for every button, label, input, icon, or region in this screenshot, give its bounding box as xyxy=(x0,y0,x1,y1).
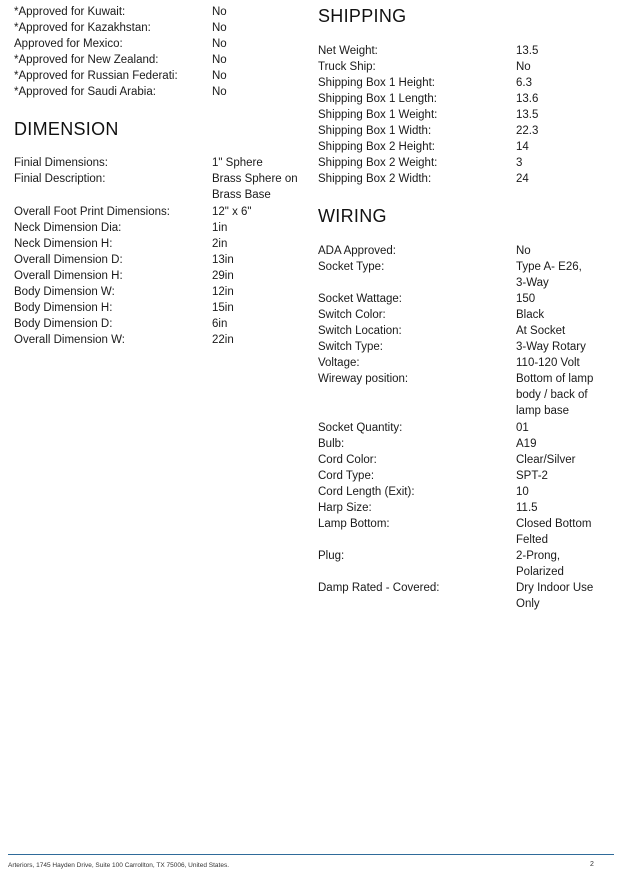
spec-value: No xyxy=(516,245,531,257)
spec-value: Clear/Silver xyxy=(516,454,576,466)
spec-value: 13.6 xyxy=(516,93,539,105)
spec-value: Bottom of lamp body / back of lamp base xyxy=(516,373,594,417)
spec-value: 13.5 xyxy=(516,109,539,121)
section-heading-shipping: SHIPPING xyxy=(318,6,407,26)
spec-value: 15in xyxy=(212,302,234,314)
spec-value: 24 xyxy=(516,173,529,185)
spec-label: Lamp Bottom: xyxy=(318,518,390,530)
spec-label: Overall Dimension W: xyxy=(14,334,125,346)
spec-value: 22.3 xyxy=(516,125,539,137)
spec-value: No xyxy=(516,61,531,73)
spec-label: Shipping Box 2 Width: xyxy=(318,173,432,185)
spec-label: Finial Dimensions: xyxy=(14,157,108,169)
spec-value: 1in xyxy=(212,222,228,234)
spec-value: Black xyxy=(516,309,545,321)
spec-value: Brass Sphere on Brass Base xyxy=(212,173,298,201)
spec-label: Approved for Mexico: xyxy=(14,38,123,50)
spec-value: 29in xyxy=(212,270,234,282)
spec-label: *Approved for Saudi Arabia: xyxy=(14,86,156,98)
spec-label: Body Dimension H: xyxy=(14,302,113,314)
spec-value: 12in xyxy=(212,286,234,298)
spec-value: 11.5 xyxy=(516,502,538,514)
spec-label: Shipping Box 1 Width: xyxy=(318,125,432,137)
spec-value: No xyxy=(212,38,227,50)
spec-label: *Approved for New Zealand: xyxy=(14,54,159,66)
spec-label: Overall Dimension D: xyxy=(14,254,123,266)
spec-value: 6.3 xyxy=(516,77,532,89)
spec-label: *Approved for Kazakhstan: xyxy=(14,22,151,34)
spec-value: No xyxy=(212,54,227,66)
footer-address: Arteriors, 1745 Hayden Drive, Suite 100 Carrollton, TX 75006, United States. xyxy=(8,862,229,869)
spec-value: 6in xyxy=(212,318,228,330)
spec-label: Cord Length (Exit): xyxy=(318,486,415,498)
spec-value: 110-120 Volt xyxy=(516,357,580,369)
spec-label: Harp Size: xyxy=(318,502,372,514)
spec-value: 1" Sphere xyxy=(212,157,263,169)
spec-value: 13in xyxy=(212,254,234,266)
spec-value: 2in xyxy=(212,238,228,250)
spec-label: *Approved for Russian Federati: xyxy=(14,70,178,82)
spec-value: 12" x 6" xyxy=(212,206,252,218)
spec-label: Plug: xyxy=(318,550,345,562)
spec-value: 3 xyxy=(516,157,523,169)
spec-label: Shipping Box 2 Height: xyxy=(318,141,435,153)
section-heading-wiring: WIRING xyxy=(318,206,387,226)
spec-value: No xyxy=(212,86,227,98)
spec-label: Switch Type: xyxy=(318,341,383,353)
spec-label: Bulb: xyxy=(318,438,345,450)
spec-value: Type A- E26, 3-Way xyxy=(516,261,582,289)
spec-label: Shipping Box 1 Height: xyxy=(318,77,435,89)
spec-value: 01 xyxy=(516,422,529,434)
spec-label: Shipping Box 1 Weight: xyxy=(318,109,438,121)
spec-label: Damp Rated - Covered: xyxy=(318,582,440,594)
spec-value: 10 xyxy=(516,486,529,498)
spec-label: Socket Quantity: xyxy=(318,422,403,434)
spec-label: Shipping Box 2 Weight: xyxy=(318,157,438,169)
spec-label: Shipping Box 1 Length: xyxy=(318,93,437,105)
spec-value: At Socket xyxy=(516,325,566,337)
section-heading-dimension: DIMENSION xyxy=(14,119,119,139)
spec-label: Neck Dimension Dia: xyxy=(14,222,122,234)
spec-value: 3-Way Rotary xyxy=(516,341,586,353)
spec-value: A19 xyxy=(516,438,537,450)
spec-label: *Approved for Kuwait: xyxy=(14,6,126,18)
spec-label: Body Dimension W: xyxy=(14,286,115,298)
page-number: 2 xyxy=(590,861,594,868)
spec-label: Body Dimension D: xyxy=(14,318,113,330)
spec-label: Voltage: xyxy=(318,357,360,369)
spec-label: Overall Foot Print Dimensions: xyxy=(14,206,170,218)
spec-label: ADA Approved: xyxy=(318,245,396,257)
spec-label: Socket Type: xyxy=(318,261,385,273)
spec-value: 150 xyxy=(516,293,536,305)
footer-divider xyxy=(8,854,614,855)
spec-label: Socket Wattage: xyxy=(318,293,402,305)
spec-label: Switch Color: xyxy=(318,309,386,321)
spec-value: 14 xyxy=(516,141,529,153)
spec-label: Neck Dimension H: xyxy=(14,238,113,250)
spec-label: Net Weight: xyxy=(318,45,378,57)
spec-label: Finial Description: xyxy=(14,173,106,185)
spec-value: Closed Bottom Felted xyxy=(516,518,592,546)
spec-label: Switch Location: xyxy=(318,325,402,337)
spec-value: Dry Indoor Use Only xyxy=(516,582,594,610)
spec-label: Truck Ship: xyxy=(318,61,376,73)
spec-value: No xyxy=(212,70,227,82)
spec-value: SPT-2 xyxy=(516,470,548,482)
spec-value: 2-Prong, Polarized xyxy=(516,550,564,578)
spec-value: No xyxy=(212,22,227,34)
spec-value: 13.5 xyxy=(516,45,539,57)
spec-label: Wireway position: xyxy=(318,373,409,385)
spec-value: 22in xyxy=(212,334,234,346)
spec-label: Overall Dimension H: xyxy=(14,270,123,282)
spec-label: Cord Color: xyxy=(318,454,377,466)
spec-value: No xyxy=(212,6,227,18)
spec-label: Cord Type: xyxy=(318,470,375,482)
